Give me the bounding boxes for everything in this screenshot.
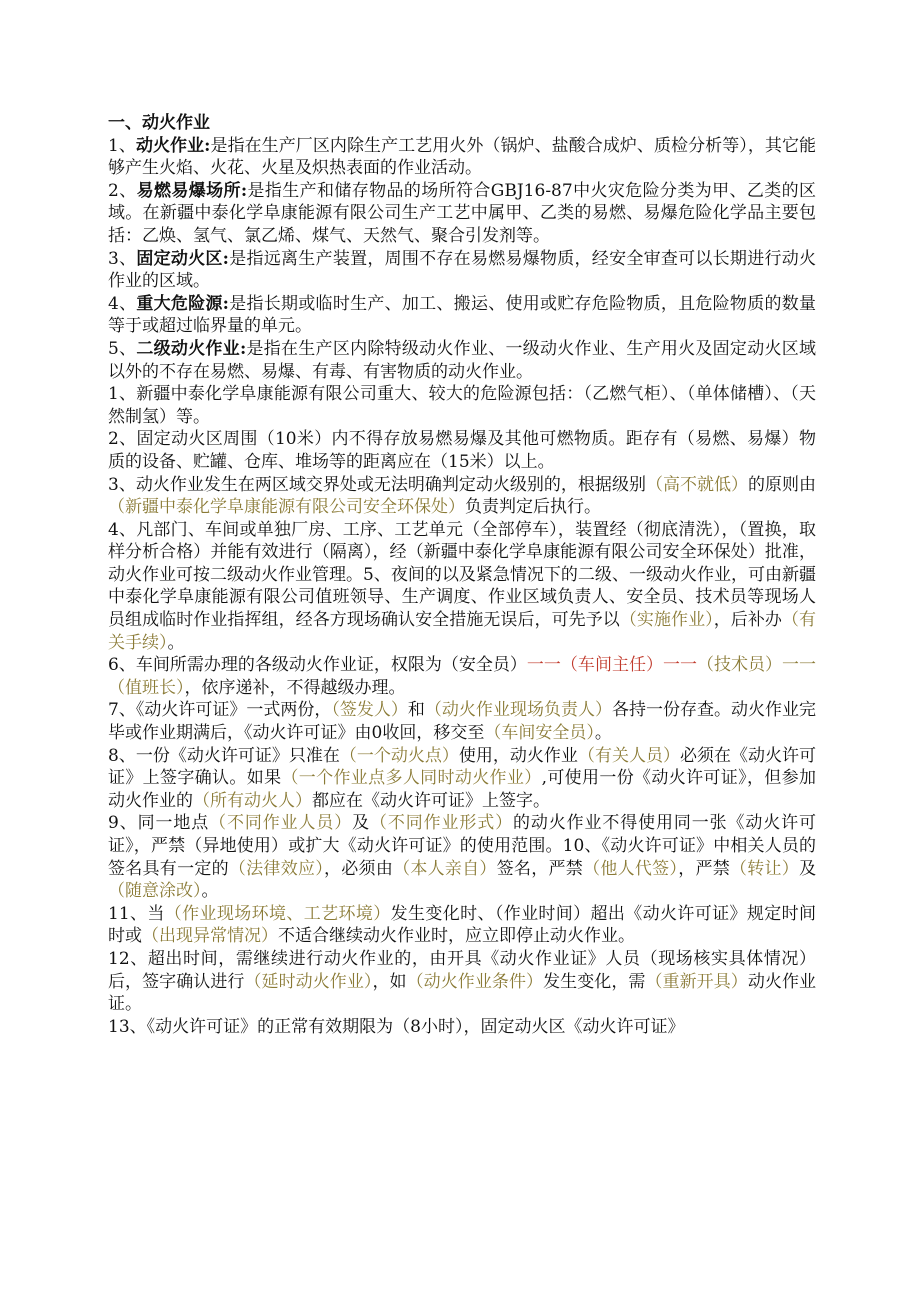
item-text: 及 <box>352 813 370 834</box>
highlighted-text: （一个作业点多人同时动火作业） <box>281 768 542 789</box>
item-text: 发生变化时、（作业时间）超出《动火许可证》规定时间时或 <box>108 903 817 947</box>
highlighted-text: 一一（车间主任）一一 <box>526 655 697 676</box>
item-text: 12、超出时间，需继续进行动火作业的，由开具《动火作业证》人员（现场核实具体情况）后，签字确认进行 <box>108 948 816 992</box>
item-text: ，必须由 <box>324 858 394 879</box>
item-text: 动火作业证。 <box>108 971 817 1015</box>
highlighted-text: （一个动火点） <box>339 745 459 766</box>
item-text: 。 <box>201 881 219 902</box>
highlighted-text: （不同作业形式） <box>369 813 513 834</box>
highlighted-text: （高不就低） <box>645 474 748 495</box>
item-text: 1、新疆中泰化学阜康能源有限公司重大、较大的危险源包括：（乙燃气柜）、（单体储槽）、（天然制氢）等。 <box>108 384 816 427</box>
highlighted-text: （转让） <box>730 858 800 879</box>
numbered-item <box>108 745 816 813</box>
highlighted-text: （动火作业现场负责人） <box>424 700 612 721</box>
definition-term: 动火作业: <box>135 135 211 156</box>
numbered-item <box>108 383 816 428</box>
definition-item <box>108 293 816 338</box>
item-text: 不适合继续动火作业时，应立即停止动火作业。 <box>278 926 635 947</box>
definitions-list <box>108 135 816 384</box>
highlighted-text: （签发人） <box>331 700 408 721</box>
highlighted-text: （本人亲自） <box>393 858 497 879</box>
item-text: 发生变化，需 <box>543 971 646 992</box>
item-text: 的原则由 <box>747 474 816 495</box>
item-text: 和 <box>407 700 425 721</box>
definition-number: 2、 <box>108 180 137 201</box>
item-text: ，严禁 <box>678 858 730 879</box>
item-text: 6、车间所需办理的各级动火作业证，权限为（安全员） <box>108 655 527 676</box>
numbered-item <box>108 948 816 1016</box>
highlighted-text: （有关人员） <box>577 745 680 766</box>
item-text: 必须在《动火许可证》上签字确认。如果 <box>108 745 816 789</box>
highlighted-text: （法律效应） <box>228 858 325 879</box>
item-text: 。 <box>167 632 185 653</box>
definition-number: 5、 <box>108 338 137 359</box>
item-text: 各持一份存查。动火作业完毕或作业期满后，《动火许可证》由0收回，移交至 <box>108 700 817 744</box>
item-text: 8、一份《动火许可证》只准在 <box>108 745 340 766</box>
definition-number: 3、 <box>108 248 137 269</box>
definition-text: 是指长期或临时生产、加工、搬运、使用或贮存危险物质，且危险物质的数量等于或超过临界量的单元。 <box>108 293 816 337</box>
highlighted-text: （不同作业人员） <box>209 813 353 834</box>
item-text: 3、动火作业发生在两区域交界处或无法明确判定动火级别的，根据级别 <box>108 474 646 495</box>
definition-text: 是指远离生产装置，周围不存在易燃易爆物质，经安全审查可以长期进行动火作业的区域。 <box>108 248 816 292</box>
numbered-item <box>108 654 816 699</box>
item-text: 使用，动火作业 <box>458 745 578 766</box>
highlighted-text: （重新开具） <box>645 971 748 992</box>
highlighted-text: （有关手续） <box>108 610 817 653</box>
item-text: ，如 <box>372 971 407 992</box>
definition-item <box>108 180 816 248</box>
item-text: 11、当 <box>108 903 165 924</box>
item-text: 负责判定后执行。 <box>465 497 601 518</box>
item-text: 9、同一地点 <box>108 813 210 834</box>
definition-text: 是指在生产厂区内除生产工艺用火外（锅炉、盐酸合成炉、质检分析等），其它能够产生火焰、火花、火星及炽热表面的作业活动。 <box>108 135 817 179</box>
item-text: 的动火作业不得使用同一张《动火许可证》，严禁（异地使用）或扩大《动火许可证》的使用范围。10、《动火许可证》中相关人员的签名具有一定的 <box>108 813 817 879</box>
item-text: 7、《动火许可证》一式两份， <box>108 700 332 721</box>
highlighted-text: （新疆中泰化学阜康能源有限公司安全环保处） <box>108 497 465 518</box>
item-text: 。 <box>594 723 612 744</box>
numbered-item <box>108 903 816 948</box>
definition-number: 4、 <box>108 293 137 314</box>
highlighted-text: （车间安全员） <box>484 723 595 744</box>
definition-term: 易燃易爆场所: <box>136 180 248 201</box>
highlighted-text: （技术员）一一（值班长） <box>108 655 816 698</box>
highlighted-text: （作业现场环境、工艺环境） <box>164 903 391 924</box>
item-text: 及 <box>799 858 817 879</box>
numbered-item <box>108 1016 816 1039</box>
highlighted-text: （动火作业条件） <box>406 971 544 992</box>
section-title: 一、动火作业 <box>108 113 210 133</box>
highlighted-text: （出现异常情况） <box>142 926 278 947</box>
highlighted-text: （实施作业） <box>619 610 714 631</box>
definition-item <box>108 338 816 383</box>
item-text: 2、固定动火区周围（10米）内不得存放易燃易爆及其他可燃物质。距存有（易燃、易爆）物质的设备、贮罐、仓库、堆场等的距离应在（15米）以上。 <box>108 429 816 472</box>
item-text: 签名，严禁 <box>496 858 584 879</box>
definition-text: 是指在生产区内除特级动火作业、一级动火作业、生产用火及固定动火区域以外的不存在易燃、易爆、有毒、有害物质的动火作业。 <box>108 338 816 382</box>
definition-term: 重大危险源: <box>136 293 229 314</box>
definition-text: 是指生产和储存物品的场所符合GBJ16-87中火灾危险分类为甲、乙类的区域。在新疆中泰化学阜康能源有限公司生产工艺中属甲、乙类的易燃、易爆危险化学品主要包括：乙焕、氢气、氯乙烯、煤气、天然气、聚合引发剂等。 <box>108 180 816 246</box>
highlighted-text: （他人代签） <box>583 858 679 879</box>
numbered-item <box>108 428 816 473</box>
item-text: 13、《动火许可证》的正常有效期限为（8小时），固定动火区《动火许可证》 <box>108 1016 685 1037</box>
highlighted-text: （所有动火人） <box>193 790 312 811</box>
definition-item <box>108 248 816 293</box>
highlighted-text: （随意涂改） <box>108 881 202 902</box>
item-text: 都应在《动火许可证》上签字。 <box>312 790 550 811</box>
definition-term: 固定动火区: <box>136 248 229 269</box>
item-text: ，后补办 <box>713 610 782 631</box>
definition-term: 二级动火作业: <box>136 338 247 359</box>
item-text: ，依序递补，不得越级办理。 <box>184 677 406 698</box>
item-text: ,可使用一份《动火许可证》，但参加动火作业的 <box>108 768 816 811</box>
numbered-item <box>108 699 816 744</box>
numbered-item <box>108 519 816 655</box>
item-text: 4、凡部门、车间或单独厂房、工序、工艺单元（全部停车），装置经（彻底清洗），（置换，取样分析合格）并能有效进行（隔离），经（新疆中泰化学阜康能源有限公司安全环保处）批准，动火作业可按二级动火作业管理。5、夜间的以及紧急情况下的二级、一级动火作业，可由新疆中泰化学阜康能源有限公司值班领导、生产调度、作业区域负责人、安全员、技术员等现场人员组成临时作业指挥组，经各方现场确认安全措施无误后，可先予以 <box>108 519 816 631</box>
numbered-item <box>108 474 816 519</box>
highlighted-text: （延时动火作业） <box>244 971 373 992</box>
definition-item <box>108 135 816 180</box>
definition-number: 1、 <box>108 135 136 156</box>
numbered-items-list <box>108 383 816 1038</box>
numbered-item <box>108 812 816 902</box>
